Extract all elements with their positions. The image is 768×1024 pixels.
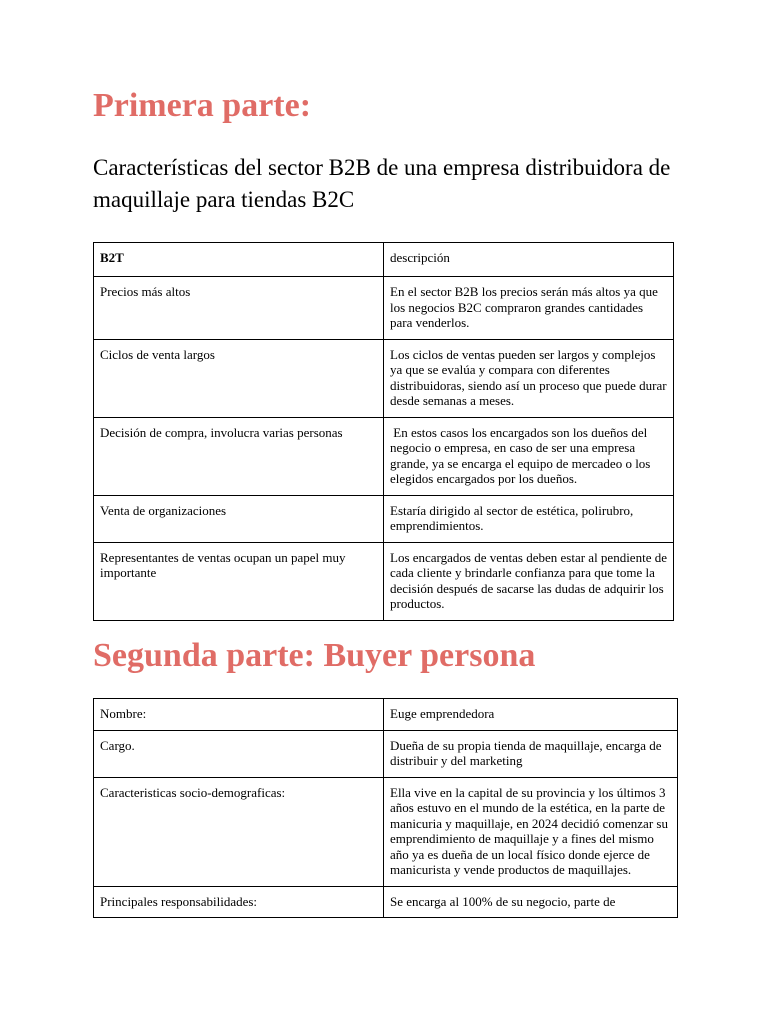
table-row [94, 495, 674, 542]
table-header-cell: B2T [94, 243, 384, 277]
table-cell-label: Principales responsabilidades: [94, 886, 384, 918]
section-subtitle: Características del sector B2B de una empresa distribuidora de maquillaje para tiendas B2C [93, 155, 671, 212]
table-cell-value: Ella vive en la capital de su provincia y los últimos 3 años estuvo en el mundo de la estética, en la parte de manicuria y maquillaje, en 2024 decidió comenzar su emprendimiento de maquillaje y a fines del mismo año ya es dueña de un local físico donde ejerce de manicurista y vende productos de maquillajes. [384, 777, 678, 886]
table-cell-label: Caracteristicas socio-demograficas: [94, 777, 384, 886]
table-cell-description: Los encargados de ventas deben estar al pendiente de cada cliente y brindarle confianza para que tome la decisión después de sacarse las dudas de adquirir los productos. [384, 542, 674, 620]
table-cell-label: Venta de organizaciones [94, 495, 384, 542]
section-title-segunda: Segunda parte: Buyer persona [93, 637, 536, 674]
table-cell-label: Nombre: [94, 699, 384, 731]
table-cell-label: Ciclos de venta largos [94, 339, 384, 417]
table-header-cell: descripción [384, 243, 674, 277]
table-cell-description: Los ciclos de ventas pueden ser largos y complejos ya que se evalúa y compara con diferentes distribuidoras, siendo así un proceso que puede durar desde semanas a meses. [384, 339, 674, 417]
table-cell-label: Representantes de ventas ocupan un papel muy importante [94, 542, 384, 620]
table-header-row [94, 243, 674, 277]
table-cell-description: Estaría dirigido al sector de estética, polirubro, emprendimientos. [384, 495, 674, 542]
table-cell-value: Se encarga al 100% de su negocio, parte de [384, 886, 678, 918]
table-row [94, 730, 678, 777]
table-cell-label: Decisión de compra, involucra varias personas [94, 417, 384, 495]
table-row [94, 699, 678, 731]
section-title-primera: Primera parte: [93, 87, 312, 124]
table-row [94, 886, 678, 918]
table-cell-value: Euge emprendedora [384, 699, 678, 731]
table-cell-label: Precios más altos [94, 277, 384, 340]
table-row [94, 777, 678, 886]
table-row [94, 339, 674, 417]
table-row [94, 417, 674, 495]
b2t-table [93, 242, 674, 621]
buyer-persona-table [93, 698, 678, 918]
table-row [94, 277, 674, 340]
table-cell-value: Dueña de su propia tienda de maquillaje, encarga de distribuir y del marketing [384, 730, 678, 777]
table-cell-description: En el sector B2B los precios serán más altos ya que los negocios B2C compraron grandes cantidades para venderlos. [384, 277, 674, 340]
table-row [94, 542, 674, 620]
table-cell-description: En estos casos los encargados son los dueños del negocio o empresa, en caso de ser una empresa grande, ya se encarga el equipo de mercadeo o los elegidos encargados por los dueños. [384, 417, 674, 495]
table-cell-label: Cargo. [94, 730, 384, 777]
